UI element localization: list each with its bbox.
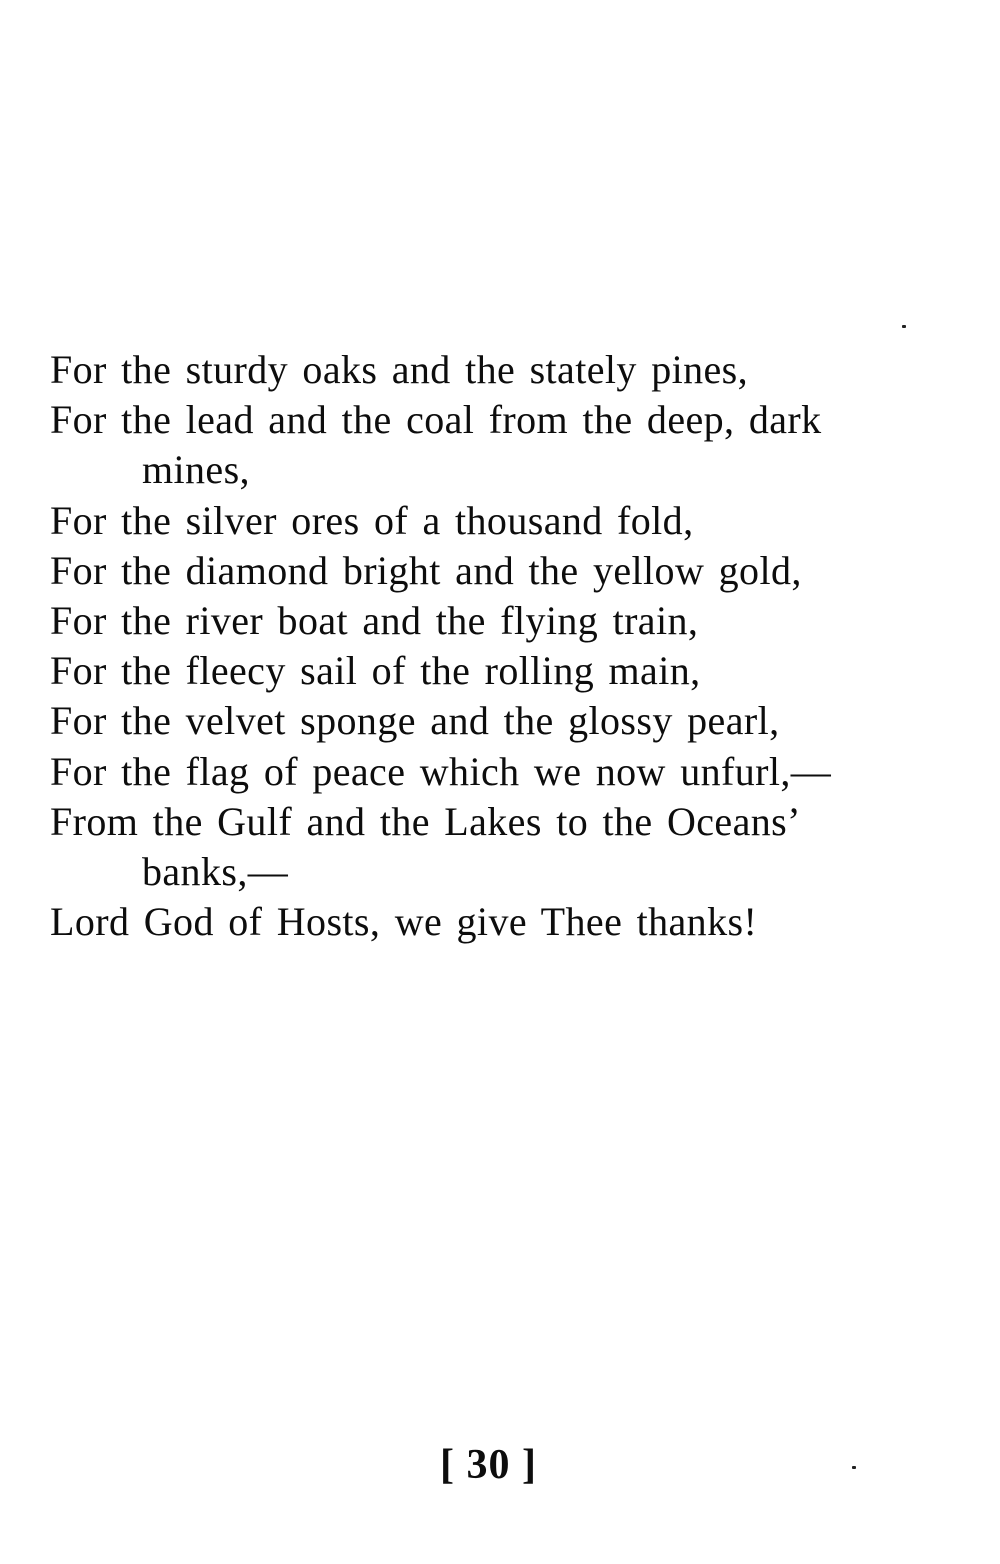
- poem-line: For the silver ores of a thousand fold,: [50, 497, 694, 543]
- poem-line: From the Gulf and the Lakes to the Oceans’: [50, 798, 801, 844]
- poem-line: For the velvet sponge and the glossy pearl,: [50, 698, 780, 744]
- poem-line: For the fleecy sail of the rolling main,: [50, 648, 701, 694]
- print-speck: [852, 1466, 856, 1469]
- poem-line: Lord God of Hosts, we give Thee thanks!: [50, 899, 758, 945]
- poem-line: For the flag of peace which we now unfurl,—: [50, 748, 832, 794]
- poem-line: For the sturdy oaks and the stately pines,: [50, 347, 749, 392]
- poem-line: For the diamond bright and the yellow gold,: [50, 547, 802, 593]
- page-number: [ 30 ]: [440, 1442, 537, 1488]
- poem-line: For the river boat and the flying train,: [50, 598, 699, 644]
- poem-line-continuation: banks,—: [142, 849, 289, 895]
- poem-line: For the lead and the coal from the deep, dark: [50, 397, 822, 443]
- poem-line-continuation: mines,: [142, 447, 250, 493]
- poem-stanza: [50, 345, 950, 947]
- print-speck: [902, 325, 906, 328]
